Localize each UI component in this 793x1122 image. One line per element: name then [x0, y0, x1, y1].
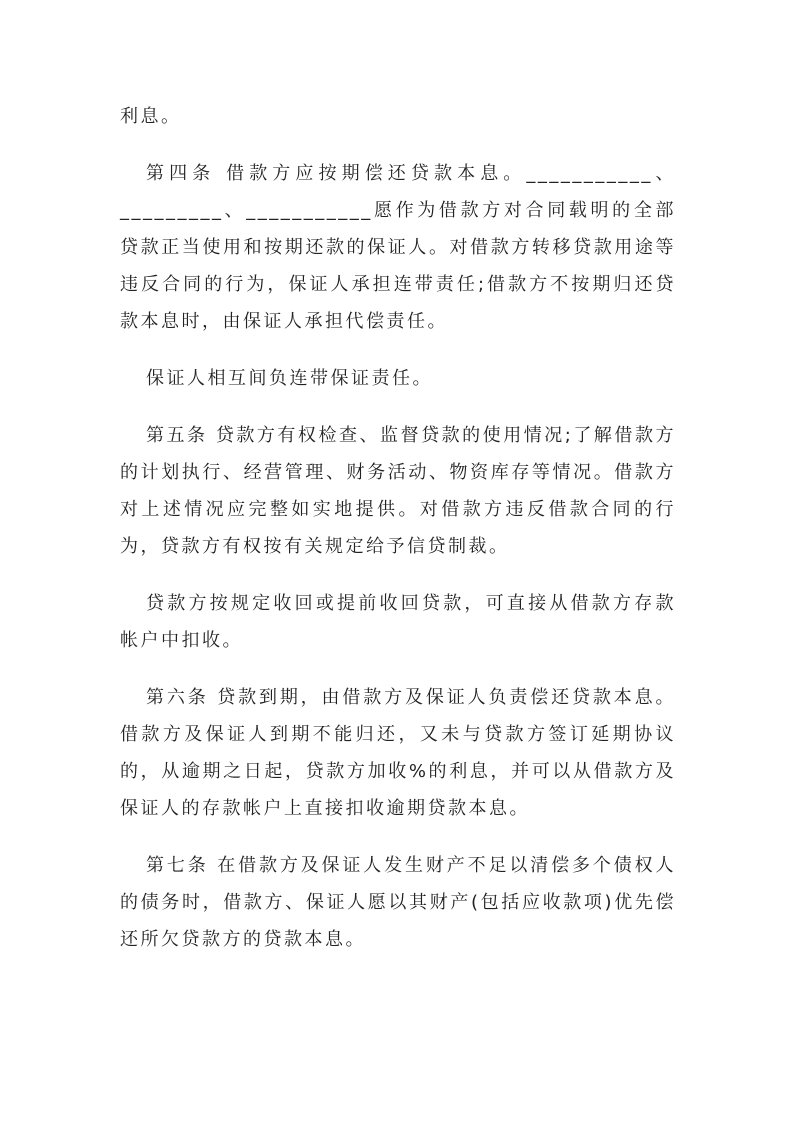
paragraph-loan-recovery: 贷款方按规定收回或提前收回贷款，可直接从借款方存款帐户中扣收。: [120, 593, 676, 651]
paragraph-guarantor-liability: 保证人相互间负连带保证责任。: [146, 368, 433, 389]
document-body: [120, 98, 676, 978]
paragraph-article-7: 第七条 在借款方及保证人发生财产不足以清偿多个债权人的债务时，借款方、保证人愿以其财产(包括应收款项)优先偿还所欠贷款方的贷款本息。: [120, 855, 676, 950]
paragraph-article-5: 第五条 贷款方有权检查、监督贷款的使用情况;了解借款方的计划执行、经营管理、财务活动、物资库存等情况。借款方对上述情况应完整如实地提供。对借款方违反借款合同的行为，贷款方有权按有关规定给予信贷制裁。: [120, 425, 676, 557]
paragraph-continuation: 利息。: [120, 106, 182, 127]
paragraph-article-6: 第六条 贷款到期，由借款方及保证人负责偿还贷款本息。借款方及保证人到期不能归还，又未与贷款方签订延期协议的，从逾期之日起，贷款方加收%的利息，并可以从借款方及保证人的存款帐户上直接扣收逾期贷款本息。: [120, 687, 676, 819]
paragraph-article-4: 第四条 借款方应按期偿还贷款本息。___________、_________、___________愿作为借款方对合同载明的全部贷款正当使用和按期还款的保证人。对借款方转移贷款用途等违反合同的行为，保证人承担连带责任;借款方不按期归还贷款本息时，由保证人承担代偿责任。: [120, 163, 676, 332]
